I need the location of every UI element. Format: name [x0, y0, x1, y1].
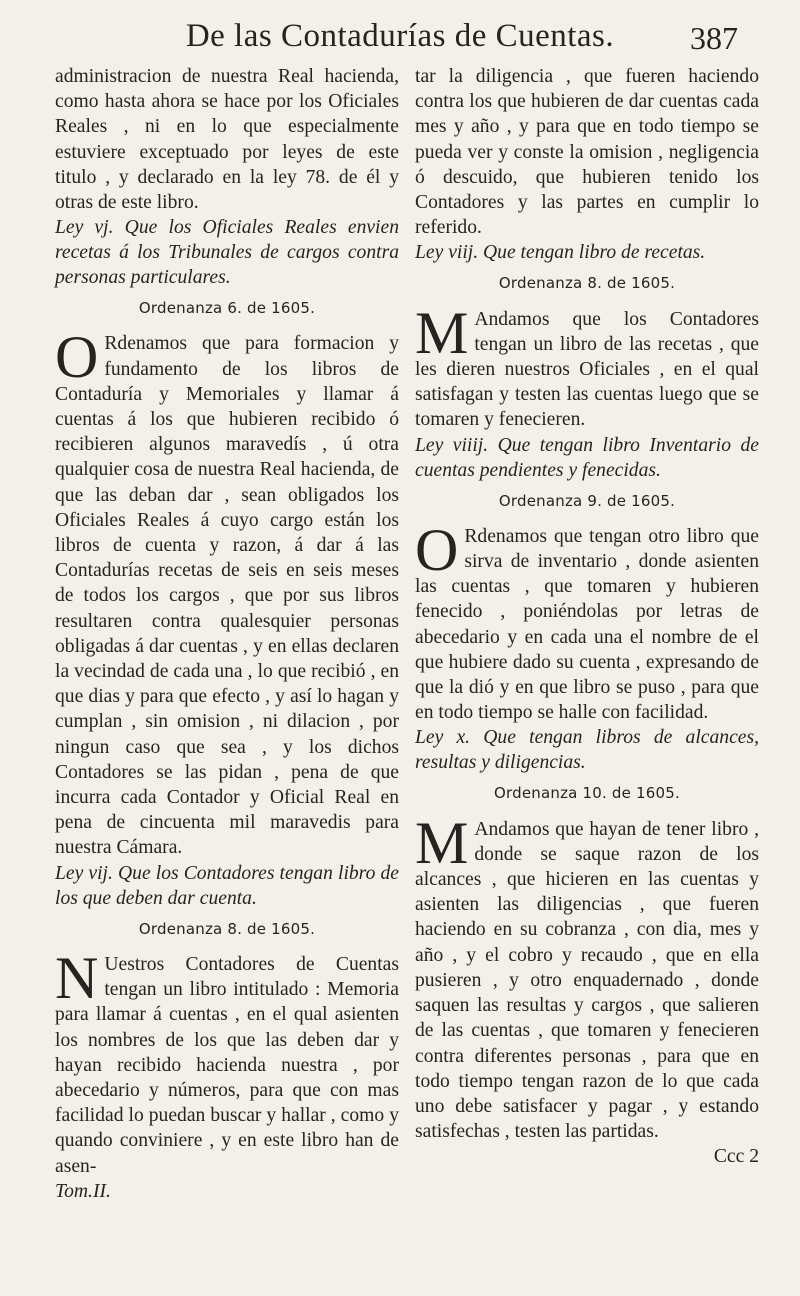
- law-9-body: [415, 516, 759, 726]
- law-10-ordinance: Ordenanza 10. de 1605.: [494, 784, 680, 803]
- catchword: Ccc 2: [713, 1146, 759, 1168]
- law-9-title: Ley viiij. Que tengan libro Inventario de cuentas pendientes y fenecidas.: [415, 434, 759, 481]
- law-8-dropcap: M: [415, 299, 469, 366]
- law-7-text: Uestros Contadores de Cuentas tengan un libro intitulado : Memoria para llamar á cuentas , en el qual asienten los nombres de los que las deben dar y hayan recibido hacienda nuestra , por abecedario y números, para que con mas facilidad lo puedan buscar y hallar , como y quando conviniere , y en este libro han de asen-: [55, 953, 399, 1177]
- left-intro-paragraph: administracion de nuestra Real hacienda, como hasta ahora se hace por los Oficiales Reales , ni en lo que especialmente estuviere exceptuado por leyes de este titulo , y declarado en la ley 78. de él y otras de este libro.: [55, 66, 399, 214]
- law-7-body: [55, 944, 399, 1179]
- law-8-title: Ley viij. Que tengan libro de recetas.: [415, 242, 706, 264]
- running-head: De las Contadurías de Cuentas.: [185, 18, 615, 54]
- law-10-text: Andamos que hayan de tener libro , donde se saque razon de los alcances , que hicieren en las cuentas y asienten las diligencias , que fueren haciendo en su cobranza , con dia, mes y año , y el cobro y recaudo , que en ella pusieren , y otro enquadernado , donde saquen las resultas y cargos , que salieren de las cuentas , que tomaren y fenecieren contra diferentes personas , para que en todo tiempo tengan razon de lo que cada uno debe satisfacer y pagar , y estando satisfechas , testen las partidas.: [415, 818, 759, 1143]
- volume-signature: Tom.II.: [55, 1180, 111, 1202]
- law-8-ordinance: Ordenanza 8. de 1605.: [498, 274, 676, 293]
- law-6-ordinance: Ordenanza 6. de 1605.: [138, 299, 316, 318]
- law-10-title: Ley x. Que tengan libros de alcances, resultas y diligencias.: [415, 727, 759, 774]
- law-6-text: Rdenamos que para formacion y fundamento de los libros de Contaduría y Memoriales y llamar á cuentas á los que hubieren recibido ó recibieren algunos maravedís , ú otra qualquier cosa de nuestra Real hacienda, de que las deban dar , sean obligados los Oficiales Reales á cuyo cargo están los libros de cuenta y razon, á dar á las Contadurías recetas de seis en seis meses de todos los cargos , que por sus libros resultaren contra qualesquier personas obligadas á dar cuentas , y en ellas declaren la vecindad de cada una , lo que recibió , en que dias y para que efecto , y así lo hagan y cumplan , sin omision , ni dilacion , por ningun caso que sea , y los dichos Contadores se las pidan , pena de que incurra cada Contador y Oficial Real en pena de cincuenta mil maravedis para nuestra Cámara.: [55, 333, 399, 859]
- law-10-dropcap: M: [415, 809, 469, 876]
- law-9-ordinance: Ordenanza 9. de 1605.: [498, 491, 676, 510]
- right-intro-paragraph: tar la diligencia , que fueren haciendo contra los que hubieren de dar cuentas cada mes y año , y para que en todo tiempo se pueda ver y conste la omision , negligencia ó descuido, que hubieren tenido los Contadores y las partes en cumplir lo referido.: [415, 66, 759, 239]
- law-7-title: Ley vij. Que los Contadores tengan libro de los que deben dar cuenta.: [55, 862, 399, 909]
- right-column: [415, 64, 759, 1170]
- law-6-body: [55, 324, 399, 860]
- left-column: [55, 64, 399, 1204]
- law-7-ordinance: Ordenanza 8. de 1605.: [138, 919, 316, 938]
- page-number: 387: [690, 20, 738, 56]
- law-8-text: Andamos que los Contadores tengan un libro de las recetas , que les dieren nuestros Oficiales , en el qual satisfagan y testen las cuentas luego que se tomaren y fenecieren.: [415, 308, 759, 431]
- law-6-dropcap: O: [55, 324, 99, 391]
- law-6-title: Ley vj. Que los Oficiales Reales envien recetas á los Tribunales de cargos contra personas particulares.: [55, 217, 399, 289]
- law-7-dropcap: N: [55, 944, 99, 1011]
- law-9-text: Rdenamos que tengan otro libro que sirva de inventario , donde asienten las cuentas , que tomaren y hubieren fenecido , poniéndolas por letras de abecedario y en cada una el nombre de el que hubiere dado su cuenta , expresando de que la dió y en que libro se puso , para que en todo tiempo se halle con facilidad.: [415, 525, 759, 724]
- law-8-body: [415, 299, 759, 433]
- law-9-dropcap: O: [415, 516, 459, 583]
- law-10-body: [415, 809, 759, 1145]
